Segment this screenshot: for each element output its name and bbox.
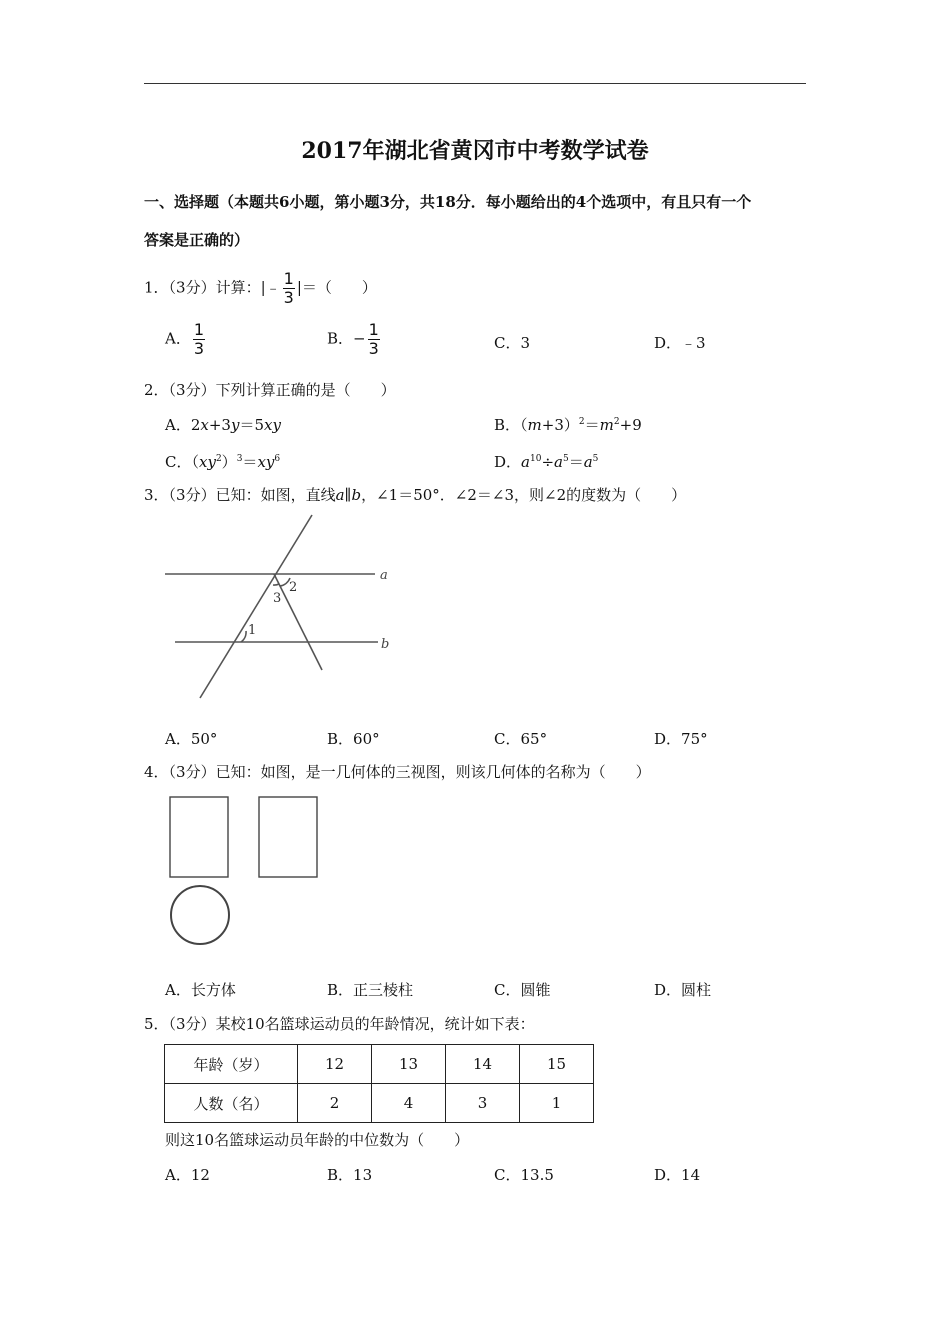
question-5-option-a[interactable]: A．12 xyxy=(165,1166,210,1184)
question-2-option-b[interactable]: B．$(m+3)^2=m^2+9$ xyxy=(494,416,642,434)
question-1-option-b[interactable]: B．− $\frac{1}{3}$ xyxy=(327,320,379,358)
age-table xyxy=(164,1044,594,1123)
label-b: b xyxy=(381,637,390,652)
table-cell: 人数（名） xyxy=(165,1084,298,1123)
question-5-option-b[interactable]: B．13 xyxy=(327,1166,373,1184)
question-5-followup: 则这10名篮球运动员年龄的中位数为（ ） xyxy=(165,1131,470,1149)
table-cell: 年龄（岁） xyxy=(165,1045,298,1084)
question-2-option-a[interactable]: A．2x+3y＝5xy xyxy=(165,416,281,434)
transversal-1 xyxy=(200,515,312,698)
angle-1-arc xyxy=(241,631,246,642)
question-5-stem: 5．（3分）某校10名篮球运动员的年龄情况，统计如下表： xyxy=(144,1015,535,1033)
question-2-stem: 2．（3分）下列计算正确的是（ ） xyxy=(144,381,396,399)
question-3-option-a[interactable]: A．50° xyxy=(165,730,218,748)
table-row xyxy=(165,1084,594,1123)
question-3-option-d[interactable]: D．75° xyxy=(654,730,708,748)
table-cell: 4 xyxy=(372,1084,446,1123)
question-4-option-b[interactable]: B．正三棱柱 xyxy=(327,981,414,999)
question-3-option-c[interactable]: C．65° xyxy=(494,730,548,748)
table-cell: 1 xyxy=(520,1084,594,1123)
page-title: 2017年湖北省黄冈市中考数学试卷 xyxy=(301,138,649,164)
section-heading-line1: 一、选择题（本题共6小题，第小题3分，共18分．每小题给出的4个选项中，有且只有一个 xyxy=(144,193,752,211)
angle-3-arc xyxy=(273,584,279,585)
table-row xyxy=(165,1045,594,1084)
question-4-stem: 4．（3分）已知：如图，是一几何体的三视图，则该几何体的名称为（ ） xyxy=(144,763,651,781)
table-cell: 12 xyxy=(298,1045,372,1084)
label-angle-2: 2 xyxy=(289,580,298,595)
top-rule xyxy=(144,83,806,84)
table-cell: 15 xyxy=(520,1045,594,1084)
table-cell: 2 xyxy=(298,1084,372,1123)
parallel-lines-figure xyxy=(150,510,410,705)
question-1-option-d[interactable]: D．﹣3 xyxy=(654,334,706,352)
question-1-stem: 1．（3分）计算：|﹣ $\frac{1}{3}$ |＝（ ） xyxy=(144,269,377,307)
question-1-option-c[interactable]: C．3 xyxy=(494,334,531,352)
question-4-option-d[interactable]: D．圆柱 xyxy=(654,981,712,999)
section-heading-line2: 答案是正确的） xyxy=(144,231,250,249)
question-4-option-c[interactable]: C．圆锥 xyxy=(494,981,551,999)
question-3-option-b[interactable]: B．60° xyxy=(327,730,380,748)
question-5-option-d[interactable]: D．14 xyxy=(654,1166,701,1184)
fraction: $\frac{1}{3}$ xyxy=(283,269,294,307)
question-3-stem: 3．（3分）已知：如图，直线a∥b，∠1＝50°．∠2＝∠3，则∠2的度数为（ ） xyxy=(144,486,687,504)
top-view-circle xyxy=(171,886,229,944)
label-angle-3: 3 xyxy=(273,591,282,606)
question-1-option-a[interactable]: A． $\frac{1}{3}$ xyxy=(165,320,205,358)
label-angle-1: 1 xyxy=(248,623,257,638)
table-cell: 13 xyxy=(372,1045,446,1084)
transversal-2 xyxy=(274,574,322,670)
question-2-option-c[interactable]: C．$(xy^2)^3=xy^6$ xyxy=(165,453,281,471)
question-4-option-a[interactable]: A．长方体 xyxy=(165,981,236,999)
question-2-option-d[interactable]: D．$a^{10}\div a^5=a^5$ xyxy=(494,453,599,471)
label-a: a xyxy=(380,568,388,583)
question-5-option-c[interactable]: C．13.5 xyxy=(494,1166,554,1184)
three-views-figure xyxy=(165,792,325,952)
front-view-rectangle xyxy=(170,797,228,877)
side-view-rectangle xyxy=(259,797,317,877)
table-cell: 3 xyxy=(446,1084,520,1123)
table-cell: 14 xyxy=(446,1045,520,1084)
